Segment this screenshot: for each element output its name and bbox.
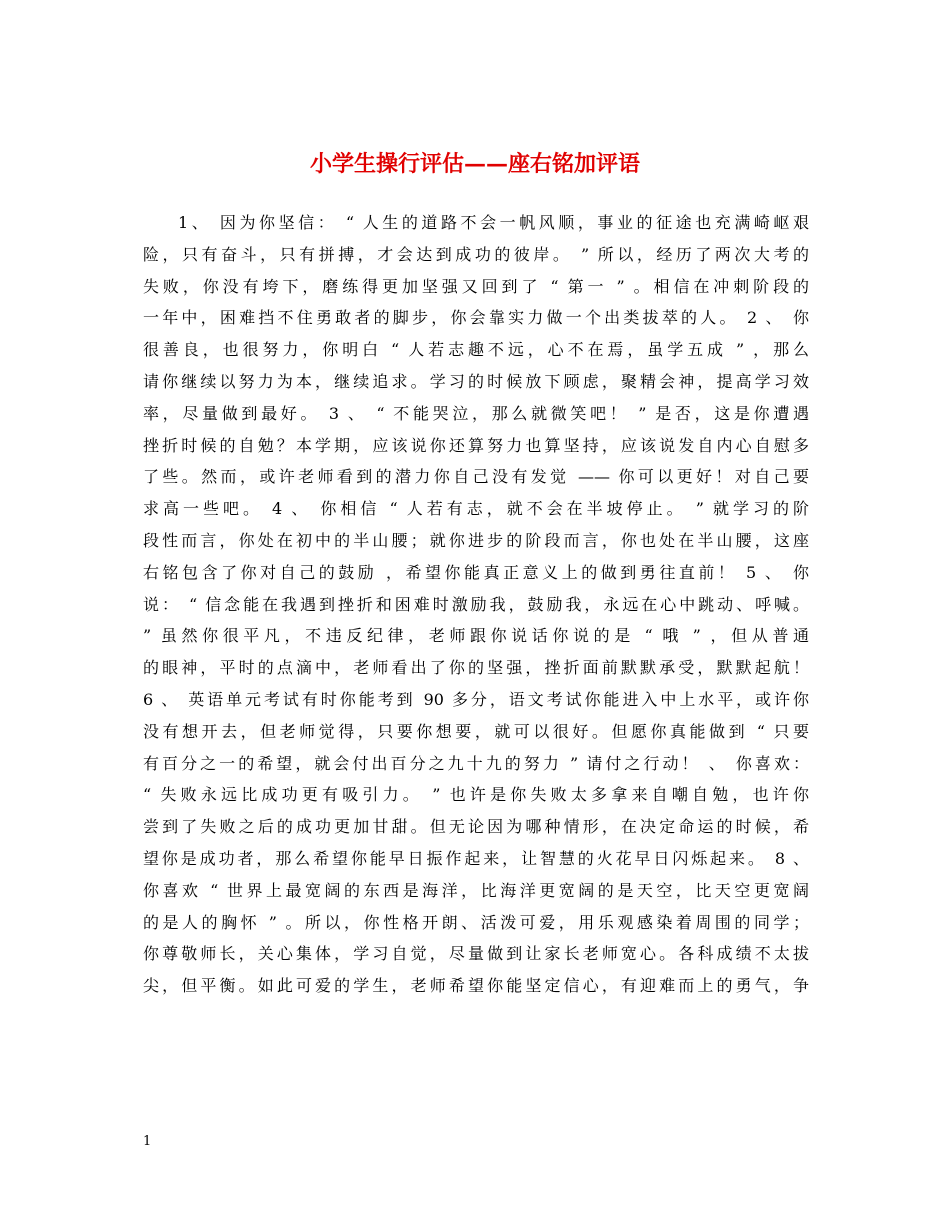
text-line: 6 、 英语单元考试有时你能考到 90 多分，语文考试你能进入中上水平，或许你 [143, 689, 809, 709]
text-line: 你尊敬师长，关心集体，学习自觉，尽量做到让家长老师宽心。各科成绩不太拔 [143, 944, 809, 964]
page-number: 1 [143, 1134, 152, 1149]
text-line: 没有想开去，但老师觉得，只要你想要，就可以很好。但愿你真能做到 “ 只要 [143, 721, 809, 741]
text-line: 说： “ 信念能在我遇到挫折和困难时激励我，鼓励我，永远在心中跳动、呼喊。 [143, 594, 809, 614]
text-line: 险，只有奋斗，只有拼搏，才会达到成功的彼岸。 ” 所以，经历了两次大考的 [143, 244, 809, 264]
text-line: “ 失败永远比成功更有吸引力。 ” 也许是你失败太多拿来自嘲自勉，也许你 [143, 785, 809, 805]
text-line: 1、 因为你坚信： “ 人生的道路不会一帆风顺，事业的征途也充满崎岖艰 [178, 213, 809, 232]
text-line: 很善良，也很努力，你明白 “ 人若志趣不远，心不在焉，虽学五成 ” ，那么 [143, 340, 809, 360]
text-line: 求高一些吧。 4 、 你相信 “ 人若有志，就不会在半坡停止。 ” 就学习的阶 [143, 499, 809, 519]
body-text [143, 207, 809, 1002]
text-line: 挫折时候的自勉？本学期，应该说你还算努力也算坚持，应该说发自内心自慰多 [143, 435, 809, 455]
text-line: 尖，但平衡。如此可爱的学生，老师希望你能坚定信心，有迎难而上的勇气，争 [143, 976, 809, 996]
text-line: 右铭包含了你对自己的鼓励 ，希望你能真正意义上的做到勇往直前！ 5 、 你 [143, 562, 809, 582]
text-line: 一年中，困难挡不住勇敢者的脚步，你会靠实力做一个出类拔萃的人。 2 、 你 [143, 308, 809, 328]
text-line: 率，尽量做到最好。 3 、 “ 不能哭泣，那么就微笑吧！ ” 是否，这是你遭遇 [143, 403, 809, 423]
text-line: 的是人的胸怀 ” 。所以，你性格开朗、活泼可爱，用乐观感染着周围的同学； [143, 912, 809, 932]
text-line: ” 虽然你很平凡，不违反纪律，老师跟你说话你说的是 “ 哦 ” ，但从普通 [143, 626, 809, 646]
text-line: 有百分之一的希望，就会付出百分之九十九的努力 ” 请付之行动！ 、 你喜欢： [143, 753, 809, 773]
text-line: 望你是成功者，那么希望你能早日振作起来，让智慧的火花早日闪烁起来。 8 、 [143, 848, 809, 868]
text-line: 请你继续以努力为本，继续追求。学习的时候放下顾虑，聚精会神，提高学习效 [143, 371, 809, 391]
text-line: 尝到了失败之后的成功更加甘甜。但无论因为哪种情形，在决定命运的时候，希 [143, 817, 809, 837]
text-line: 你喜欢 “ 世界上最宽阔的东西是海洋，比海洋更宽阔的是天空，比天空更宽阔 [143, 880, 809, 900]
text-line: 失败，你没有垮下，磨练得更加坚强又回到了 “ 第一 ” 。相信在冲刺阶段的 [143, 276, 809, 296]
page-title: 小学生操行评估——座右铭加评语 [309, 150, 640, 177]
text-line: 了些。然而，或许老师看到的潜力你自己没有发觉 —— 你可以更好！对自己要 [143, 467, 809, 487]
text-line: 的眼神，平时的点滴中，老师看出了你的坚强，挫折面前默默承受，默默起航！ [143, 658, 809, 678]
text-line: 段性而言，你处在初中的半山腰；就你进步的阶段而言，你也处在半山腰，这座 [143, 530, 809, 550]
